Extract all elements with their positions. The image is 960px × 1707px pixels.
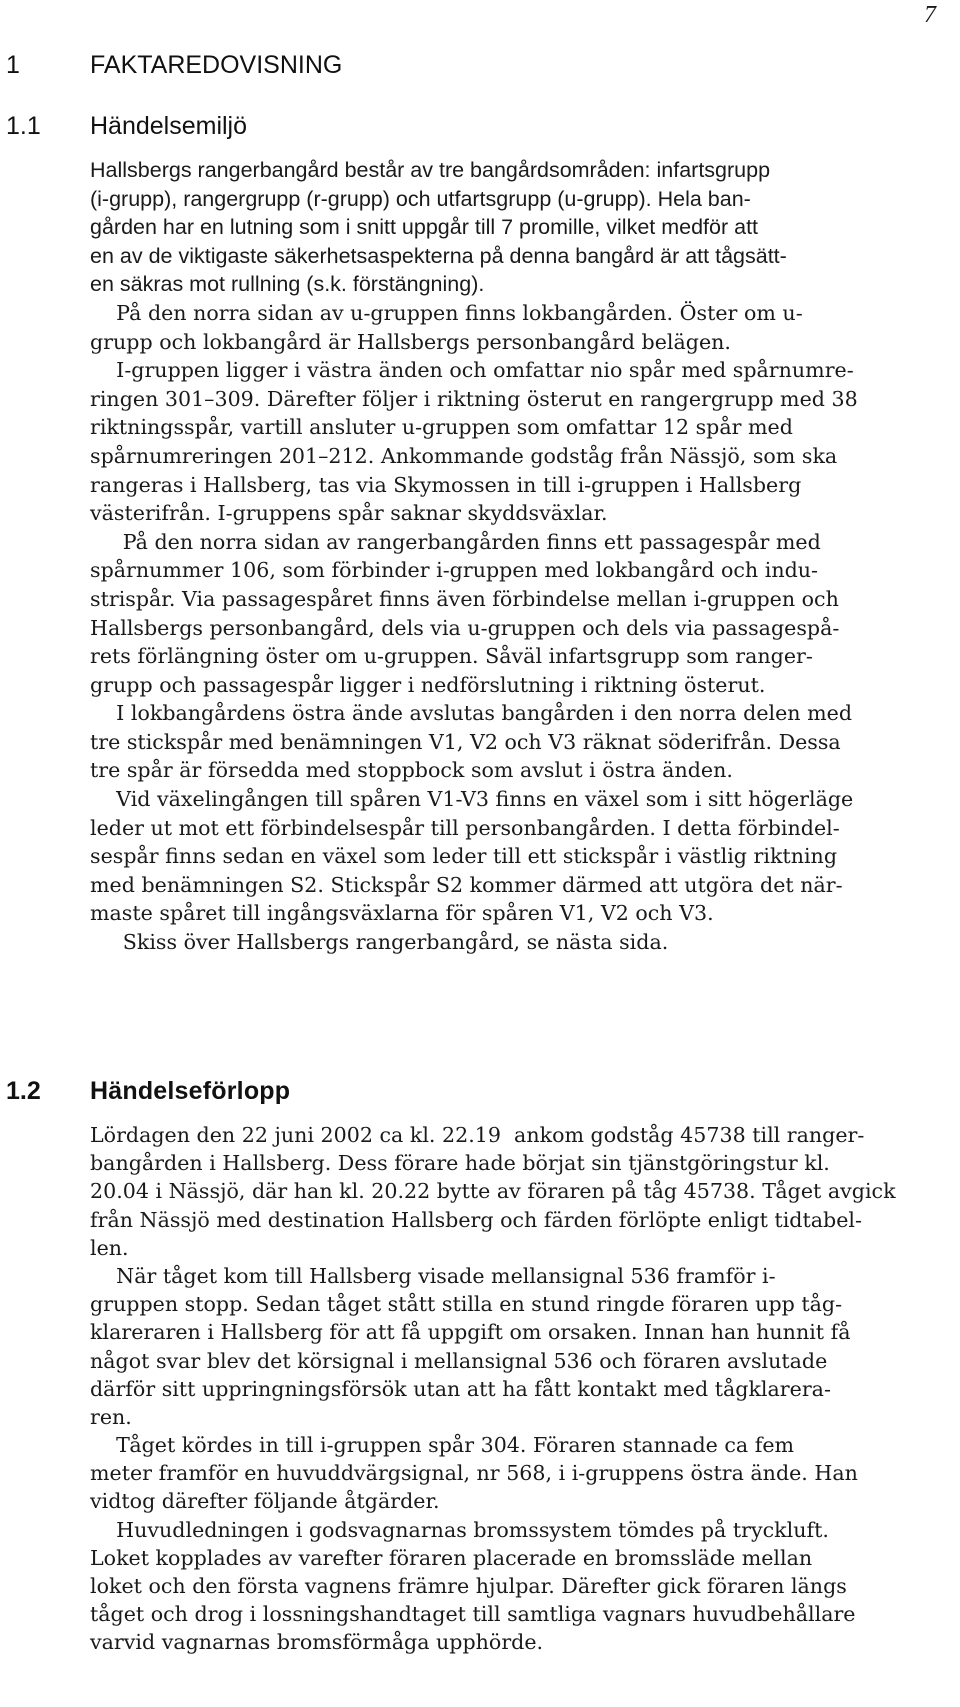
section-1-2-body (90, 1121, 960, 1657)
text-line: (i-grupp), rangergrupp (r-grupp) och utfartsgrupp (u-grupp). Hela ban- (90, 186, 751, 211)
text-line: Vid växelingången till spåren V1-V3 finns en växel som i sitt högerläge (90, 787, 854, 812)
text-line: Hallsbergs rangerbangård består av tre bangårdsområden: infartsgrupp (90, 158, 771, 182)
text-line: strispår. Via passagespåret finns även förbindelse mellan i-gruppen och (90, 586, 839, 611)
text-line: rets förlängning öster om u-gruppen. Såväl infartsgrupp som ranger- (90, 644, 813, 669)
text-line: tåget och drog i lossningshandtaget till samtliga vagnars huvudbehållare (90, 1602, 856, 1627)
text-line: något svar blev det körsignal i mellansignal 536 och föraren avslutade (90, 1348, 828, 1373)
text-line: Skiss över Hallsbergs rangerbangård, se nästa sida. (90, 930, 669, 955)
chapter-title: FAKTAREDOVISNING (90, 51, 343, 79)
text-line: maste spåret till ingångsväxlarna för spåren V1, V2 och V3. (90, 901, 714, 926)
text-line: västerifrån. I-gruppens spår saknar skyddsväxlar. (90, 501, 608, 526)
text-line: spårnummer 106, som förbinder i-gruppen med lokbangård och indu- (90, 558, 818, 583)
text-line: I-gruppen ligger i västra änden och omfattar nio spår med spårnumre- (90, 358, 854, 383)
text-line: spårnumreringen 201–212. Ankommande godståg från Nässjö, som ska (90, 443, 838, 468)
section-1-1-body (90, 156, 960, 957)
text-line: Hallsbergs personbangård, dels via u-gruppen och dels via passagespå- (90, 615, 840, 640)
text-line: På den norra sidan av rangerbangården finns ett passagespår med (90, 529, 821, 554)
text-line: Loket kopplades av varefter föraren placerade en bromssläde mellan (90, 1545, 813, 1570)
chapter-number: 1 (6, 51, 20, 79)
text-line: len. (90, 1235, 129, 1260)
text-line: leder ut mot ett förbindelsespår till personbangården. I detta förbindel- (90, 815, 840, 840)
text-line: tre spår är försedda med stoppbock som avslut i östra änden. (90, 758, 733, 783)
section-number: 1.1 (6, 112, 41, 140)
section-number: 1.2 (6, 1077, 41, 1105)
text-line: I lokbangårdens östra ände avslutas bangården i den norra delen med (90, 701, 853, 726)
text-line: tre stickspår med benämningen V1, V2 och V3 räknat söderifrån. Dessa (90, 729, 841, 754)
text-line: 20.04 i Nässjö, där han kl. 20.22 bytte av föraren på tåg 45738. Tåget avgick (90, 1179, 896, 1204)
text-line: varvid vagnarnas bromsförmåga upphörde. (90, 1630, 544, 1655)
text-line: vidtog därefter följande åtgärder. (90, 1489, 440, 1514)
text-line: ren. (90, 1404, 132, 1429)
text-line: sespår finns sedan en växel som leder till ett stickspår i västlig riktning (90, 844, 837, 869)
text-line: från Nässjö med destination Hallsberg och färden förlöpte enligt tidtabel- (90, 1207, 862, 1232)
text-line: Tåget kördes in till i-gruppen spår 304. Föraren stannade ca fem (90, 1433, 795, 1458)
text-line: bangården i Hallsberg. Dess förare hade börjat sin tjänstgöringstur kl. (90, 1151, 830, 1176)
text-line: gården har en lutning som i snitt uppgår till 7 promille, vilket medför att (90, 215, 759, 240)
text-line: därför sitt uppringningsförsök utan att ha fått kontakt med tågklarera- (90, 1376, 831, 1401)
section-title: Händelseförlopp (90, 1077, 291, 1105)
text-line: ringen 301–309. Därefter följer i riktning österut en rangergrupp med 38 (90, 386, 858, 411)
text-line: meter framför en huvuddvärgsignal, nr 568, i i-gruppens östra ände. Han (90, 1461, 858, 1486)
text-line: När tåget kom till Hallsberg visade mellansignal 536 framför i- (90, 1263, 776, 1288)
text-line: riktningsspår, vartill ansluter u-gruppen som omfattar 12 spår med (90, 415, 793, 440)
text-line: en av de viktigaste säkerhetsaspekterna på denna bangård är att tågsätt- (90, 243, 787, 268)
section-title: Händelsemiljö (90, 112, 248, 140)
text-line: en säkras mot rullning (s.k. förstängning). (90, 272, 485, 297)
text-line: grupp och lokbangård är Hallsbergs personbangård belägen. (90, 329, 731, 354)
text-line: loket och den första vagnens främre hjulpar. Därefter gick föraren längs (90, 1574, 847, 1598)
text-line: med benämningen S2. Stickspår S2 kommer därmed att utgöra det när- (90, 872, 843, 897)
text-line: grupp och passagespår ligger i nedförslutning i riktning österut. (90, 672, 766, 697)
text-line: Lördagen den 22 juni 2002 ca kl. 22.19 ankom godståg 45738 till ranger- (90, 1123, 865, 1147)
text-line: Huvudledningen i godsvagnarnas bromssystem tömdes på tryckluft. (90, 1517, 829, 1542)
text-line: rangeras i Hallsberg, tas via Skymossen in till i-gruppen i Hallsberg (90, 472, 802, 497)
text-line: gruppen stopp. Sedan tåget stått stilla en stund ringde föraren upp tåg- (90, 1292, 843, 1317)
text-line: På den norra sidan av u-gruppen finns lokbangården. Öster om u- (90, 300, 803, 325)
page-number: 7 (924, 2, 936, 28)
text-line: klareraren i Hallsberg för att få uppgift om orsaken. Innan han hunnit få (90, 1320, 851, 1345)
